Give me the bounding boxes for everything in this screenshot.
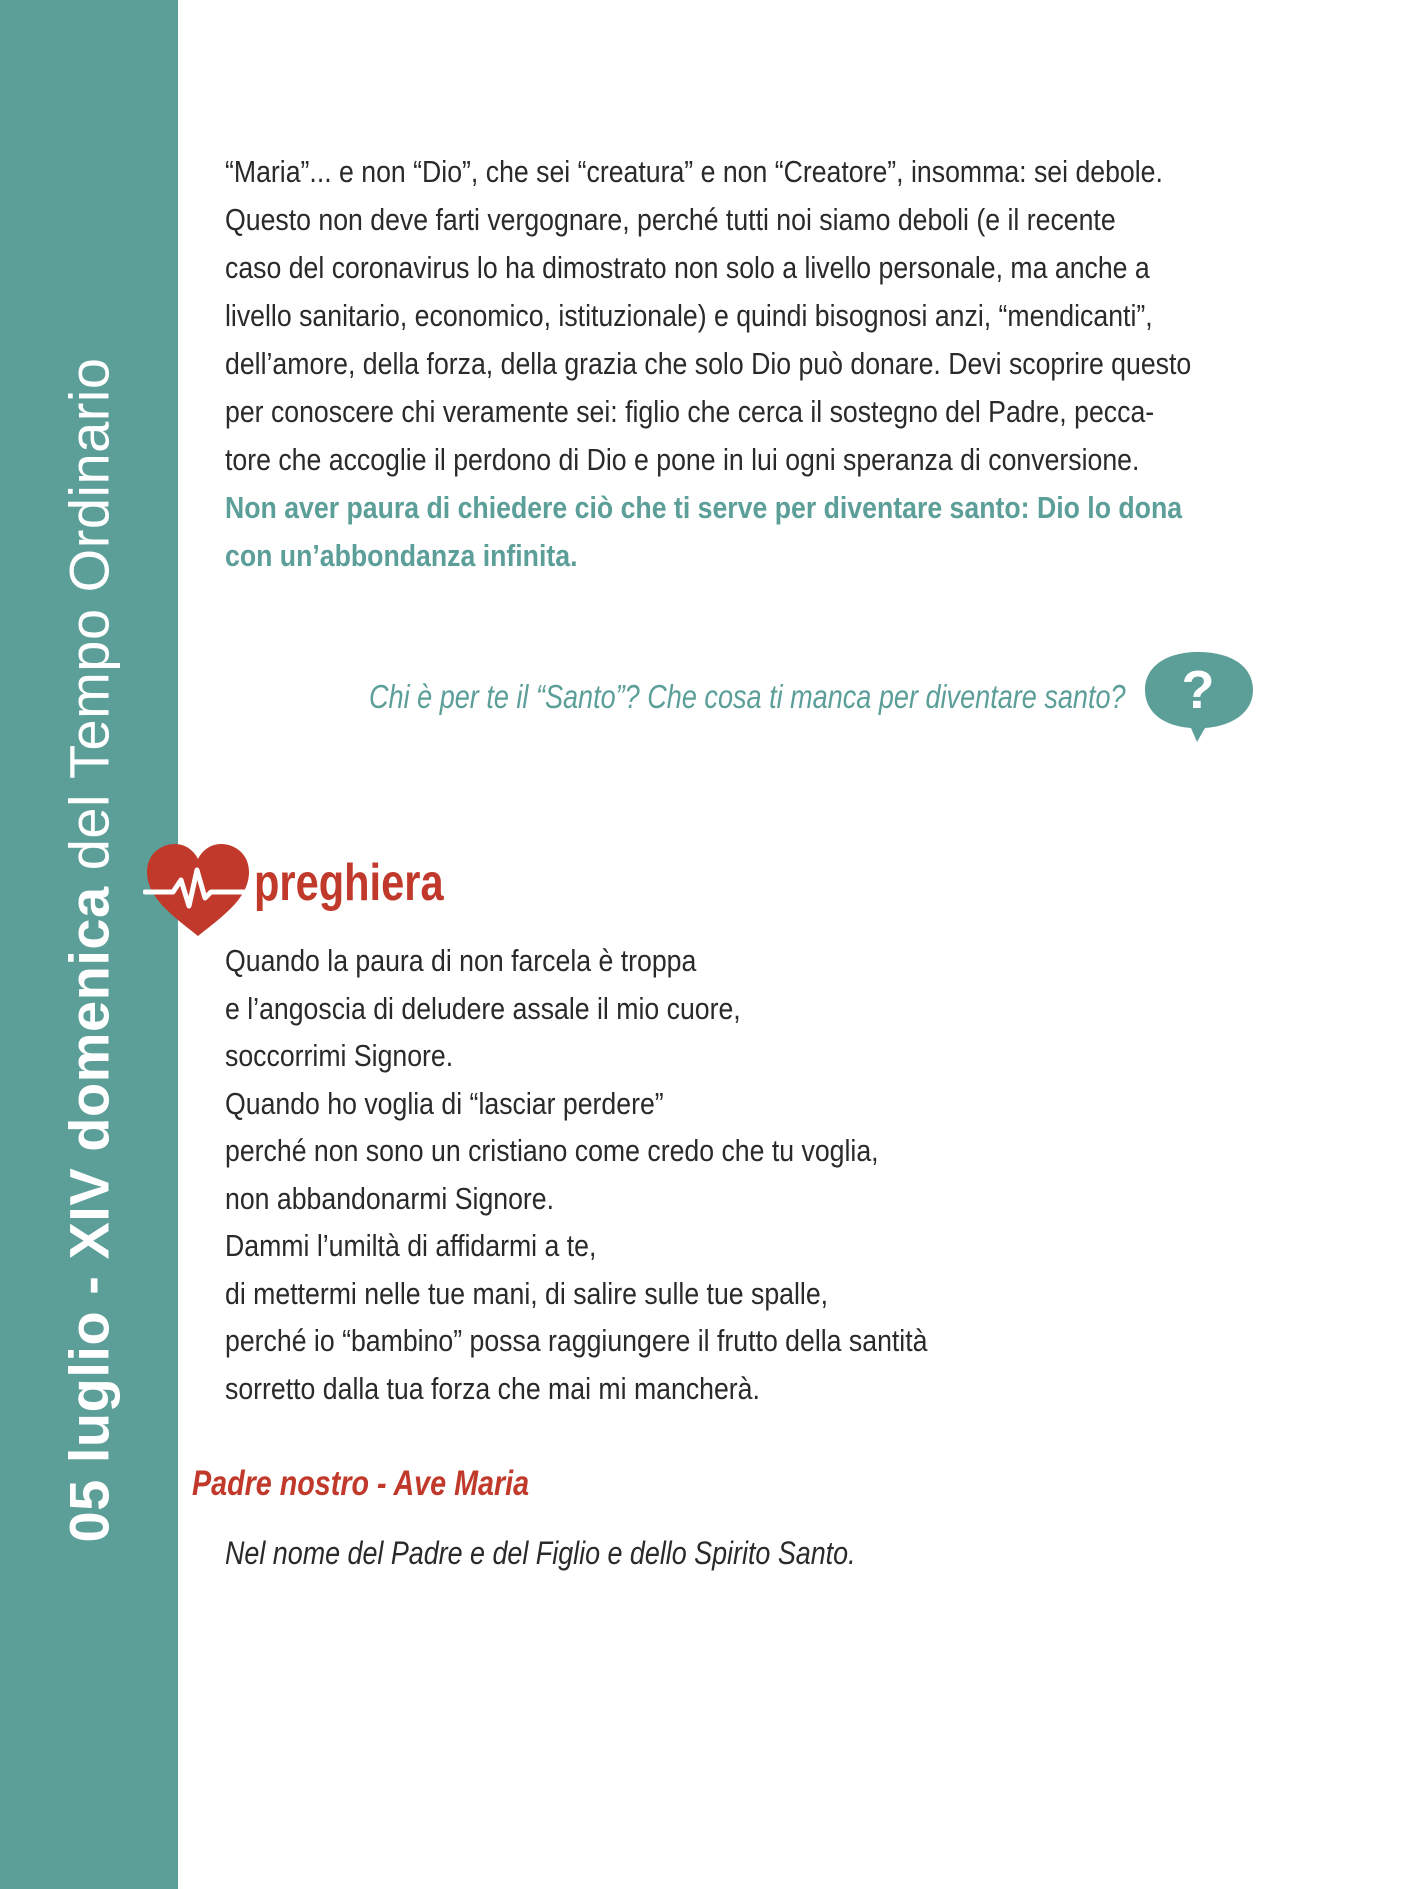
prayer-line: Quando ho voglia di “lasciar perdere” [225, 1085, 664, 1121]
reflection-line: caso del coronavirus lo ha dimostrato non solo a livello personale, ma anche a [225, 250, 1150, 285]
prayer-line: Dammi l’umiltà di affidarmi a te, [225, 1228, 597, 1263]
sidebar [0, 0, 178, 1889]
speech-bubble-question-icon [1141, 648, 1256, 743]
reflection-line: tore che accoglie il perdono di Dio e pone in lui ogni speranza di conversione. [225, 442, 1140, 477]
prayer-line: Quando la paura di non farcela è troppa [225, 943, 697, 978]
prayer-line: perché non sono un cristiano come credo che tu voglia, [225, 1133, 879, 1168]
prayer-text [225, 937, 927, 1412]
prayer-line: e l’angoscia di deludere assale il mio cuore, [225, 990, 741, 1026]
reflection-line: “Maria”... e non “Dio”, che sei “creatura” e non “Creatore”, insomma: sei debole. [225, 154, 1163, 189]
sidebar-title [57, 358, 122, 1543]
prayer-line: non abbandonarmi Signore. [225, 1180, 555, 1216]
prayer-heading: preghiera [254, 854, 444, 912]
prayer-line: perché io “bambino” possa raggiungere il frutto della santità [225, 1323, 928, 1358]
question-icon-symbol: ? [1181, 660, 1215, 720]
reflection-line: livello sanitario, economico, istituzionale) e quindi bisognosi anzi, “mendicanti”, [225, 298, 1153, 333]
reflection-line: per conoscere chi veramente sei: figlio che cerca il sostegno del Padre, pecca- [225, 394, 1155, 429]
question-block [365, 648, 1265, 748]
reflection-highlight-line: con un’abbondanza infinita. [225, 538, 578, 573]
prayer-line: di mettermi nelle tue mani, di salire sulle tue spalle, [225, 1275, 829, 1311]
sidebar-date: 05 luglio [57, 1310, 121, 1543]
reflection-line: Questo non deve farti vergognare, perché tutti noi siamo deboli (e il recente [225, 202, 1116, 237]
prayer-line: sorretto dalla tua forza che mai mi mancherà. [225, 1370, 760, 1406]
closing-formula: Nel nome del Padre e del Figlio e dello Spirito Santo. [225, 1535, 856, 1571]
reflection-text [225, 148, 1192, 580]
sidebar-sunday: XIV domenica [57, 886, 121, 1260]
closing-title: Padre nostro - Ave Maria [192, 1464, 530, 1503]
question-text: Chi è per te il “Santo”? Che cosa ti manca per diventare santo? [369, 678, 1126, 715]
reflection-highlight-line: Non aver paura di chiedere ciò che ti serve per diventare santo: Dio lo dona [225, 490, 1183, 525]
prayer-line: soccorrimi Signore. [225, 1038, 454, 1073]
heart-pulse-icon [143, 840, 253, 940]
reflection-line: dell’amore, della forza, della grazia che solo Dio può donare. Devi scoprire questo [225, 346, 1192, 381]
sidebar-season: del Tempo Ordinario [57, 357, 121, 887]
sidebar-separator: - [57, 1259, 121, 1311]
